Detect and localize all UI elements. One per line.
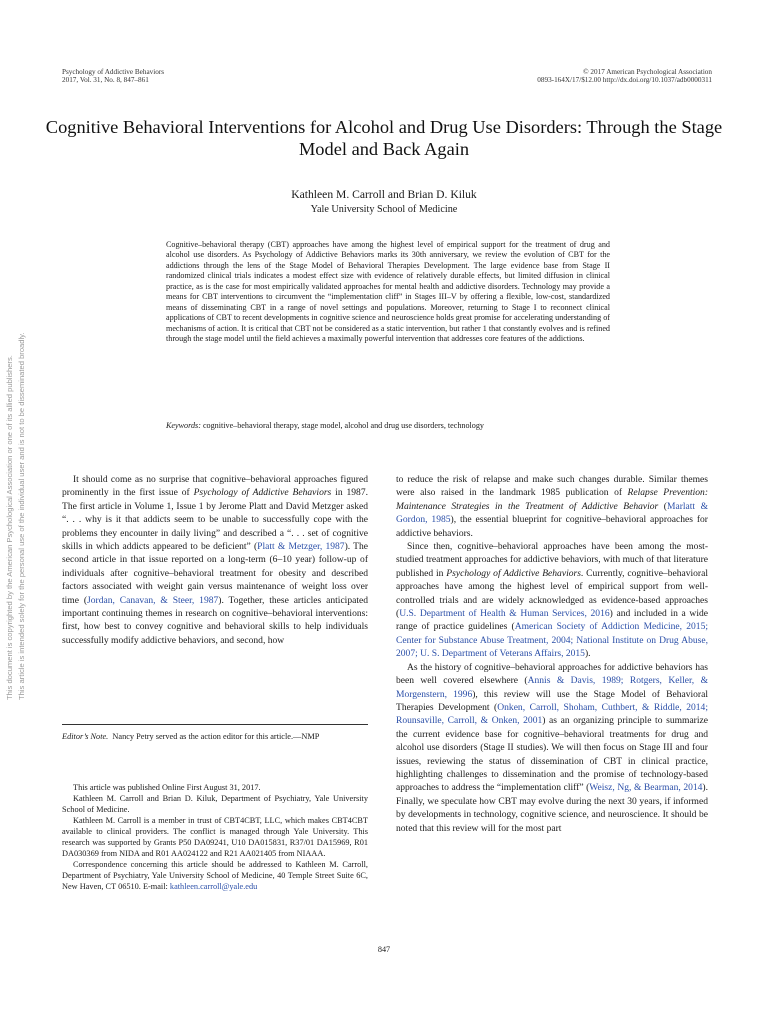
- editor-note-label: Editor’s Note.: [62, 732, 109, 741]
- author-names: Kathleen M. Carroll and Brian D. Kiluk: [291, 188, 477, 201]
- body-column-right: [396, 473, 708, 835]
- citation-link[interactable]: U.S. Department of Health & Human Services, 2016: [399, 608, 610, 620]
- page-number: 847: [377, 945, 391, 954]
- online-first-note: This article was published Online First August 31, 2017.: [73, 783, 261, 792]
- citation-link[interactable]: Marlatt & Gordon, 1985: [396, 500, 708, 526]
- author-affiliation: Yale University School of Medicine: [310, 204, 458, 215]
- running-header-left: [62, 68, 164, 84]
- keywords: [166, 421, 610, 431]
- editor-note-text: Nancy Petry served as the action editor for this article.—NMP: [112, 732, 320, 741]
- body-paragraph: It should come as no surprise that cognitive–behavioral approaches figured prominently in the first issue of Psychology of Addictive Behaviors in 1987. The first article in Volume 1, Issue 1 by Jerome Platt and David Metzger asked “. . . why is it that addicts seem to be unable to successfully cope with the problems they encounter in daily living” and described a “. . . set of cognitive skills in which addicts appeared to be deficient” (Platt & Metzger, 1987). The second article in that issue reported on a long-term (6–10 year) follow-up of individuals after cognitive–behavioral treatment for obesity and described factors associated with weight gain versus maintenance of weight loss over time (Jordan, Canavan, & Steer, 1987). Together, these articles anticipated important continuing themes in research on cognitive–behavioral interventions: first, how best to convey cognitive and behavioral skills to help individuals successfully modify addictive behaviors, and second, how: [62, 474, 369, 646]
- issn-doi-line: 0893-164X/17/$12.00 http://dx.doi.org/10.1037/adb0000311: [537, 76, 712, 84]
- footnote-divider: [62, 724, 368, 725]
- journal-name: Psychology of Addictive Behaviors: [62, 68, 165, 76]
- citation-link[interactable]: Annis & Davis, 1989; Rotgers, Keller, & Morgenstern, 1996: [396, 675, 708, 700]
- publication-notes: [62, 782, 368, 892]
- email-link[interactable]: kathleen.carroll@yale.edu: [169, 882, 258, 891]
- body-paragraph: Since then, cognitive–behavioral approaches have been among the most-studied treatment approaches for addictive behaviors, with much of that literature published in Psychology of Addictive Behaviors. Currently, cognitive–behavioral approaches have among the highest level of empirical support from well-controlled trials and are widely acknowledged as evidence-based approaches (U.S. Department of Health & Human Services, 2016) and included in a wide range of practice guidelines (American Society of Addiction Medicine, 2015; Center for Substance Abuse Treatment, 2004; National Institute on Drug Abuse, 2007; U. S. Department of Veterans Affairs, 2015).: [396, 541, 708, 660]
- citation-link[interactable]: American Society of Addiction Medicine, 2015; Center for Substance Abuse Treatment, 2004; National Institute on Drug Abuse, 2007; U. S. Department of Veterans Affairs, 2015: [396, 621, 708, 660]
- keywords-text: cognitive–behavioral therapy, stage model, alcohol and drug use disorders, technology: [202, 421, 484, 430]
- volume-info: 2017, Vol. 31, No. 8, 847–861: [62, 76, 149, 84]
- citation-link[interactable]: Platt & Metzger, 1987: [257, 541, 345, 553]
- body-paragraph: to reduce the risk of relapse and make such changes durable. Similar themes were also raised in the landmark 1985 publication of Relapse Prevention: Maintenance Strategies in the Treatment of Addictive Behavior (Marlatt & Gordon, 1985), the essential blueprint for cognitive–behavioral approaches for addictive behaviors.: [396, 474, 708, 539]
- body-paragraph: As the history of cognitive–behavioral approaches for addictive behaviors has been well covered elsewhere (Annis & Davis, 1989; Rotgers, Keller, & Morgenstern, 1996), this review will use the Stage Model of Behavioral Therapies Development (Onken, Carroll, Shoham, Cuthbert, & Riddle, 2014; Rounsaville, Carroll, & Onken, 2001) as an organizing principle to summarize the current evidence base for cognitive–behavioral treatments for drug and alcohol use disorders (Stage II studies). We will then focus on Stage III and four issues, reviewing the status of dissemination of CBT in clinical practice, highlighting challenges to dissemination and the promise of technology-based approaches to address the “implementation cliff” (Weisz, Ng, & Bearman, 2014). Finally, we speculate how CBT may evolve during the next 30 years, if informed by developments in technology, cognitive science, and neuroscience. It should be noted that this review will for the most part: [396, 661, 708, 834]
- author-department-note: Kathleen M. Carroll and Brian D. Kiluk, Department of Psychiatry, Yale University School of Medicine.: [62, 794, 368, 814]
- keywords-label: Keywords:: [166, 421, 201, 430]
- body-column-left: [62, 473, 368, 647]
- copyright-line: © 2017 American Psychological Association: [583, 68, 712, 76]
- abstract: Cognitive–behavioral therapy (CBT) approaches have among the highest level of empirical support for the treatment of drug and alcohol use disorders. As Psychology of Addictive Behaviors marks its 30th anniversary, we review the evolution of CBT for the addictions through the lens of the Stage Model of Behavioral Therapies Development. The large evidence base from Stage II randomized clinical trials indicates a modest effect size with evidence of relatively durable effects, but limited diffusion in clinical practice, as is the case for most empirically validated approaches for mental health and addictive disorders. Technology may provide a means for CBT interventions to circumvent the “implementation cliff” in Stages III–V by offering a flexible, low-cost, standardized means of disseminating CBT in a range of novel settings and populations. Moreover, returning to Stage I to reconnect clinical applications of CBT to recent developments in cognitive science and neuroscience holds great promise for accelerating understanding of mechanisms of action. It is critical that CBT not be considered as a static intervention, but rather 1 that constantly evolves and is refined through the stage model until the field achieves a maximally powerful intervention that addresses core features of the addictions.: [166, 240, 610, 344]
- conflict-funding-note: Kathleen M. Carroll is a member in trust of CBT4CBT, LLC, which makes CBT4CBT available to clinical providers. The conflict is managed through Yale University. This research was supported by Grants P50 DA09241, U10 DA015831, R37/01 DA15969, R01 DA030369 from NIDA and R01 AA024122 and R21 AA021405 from NIAAA.: [62, 816, 368, 858]
- editor-note: [62, 731, 368, 742]
- running-header-right: [537, 68, 712, 84]
- correspondence-note: Correspondence concerning this article should be addressed to Kathleen M. Carroll, Department of Psychiatry, Yale University School of Medicine, 40 Temple Street Suite 6C, New Haven, CT 06510. E-mail: kathleen.carroll@yale.edu: [62, 860, 368, 891]
- article-title: Cognitive Behavioral Interventions for Alcohol and Drug Use Disorders: Through the Stage Model and Back Again: [45, 117, 723, 159]
- side-notice-line-1: This document is copyrighted by the American Psychological Association or one of its allied publishers.: [5, 355, 14, 700]
- side-notice-line-2: This article is intended solely for the personal use of the individual user and is not to be disseminated broadly.: [17, 332, 26, 700]
- citation-link[interactable]: Jordan, Canavan, & Steer, 1987: [87, 594, 219, 606]
- citation-link[interactable]: Weisz, Ng, & Bearman, 2014: [589, 782, 703, 794]
- citation-link[interactable]: Onken, Carroll, Shoham, Cuthbert, & Riddle, 2014; Rounsaville, Carroll, & Onken, 2001: [396, 701, 708, 727]
